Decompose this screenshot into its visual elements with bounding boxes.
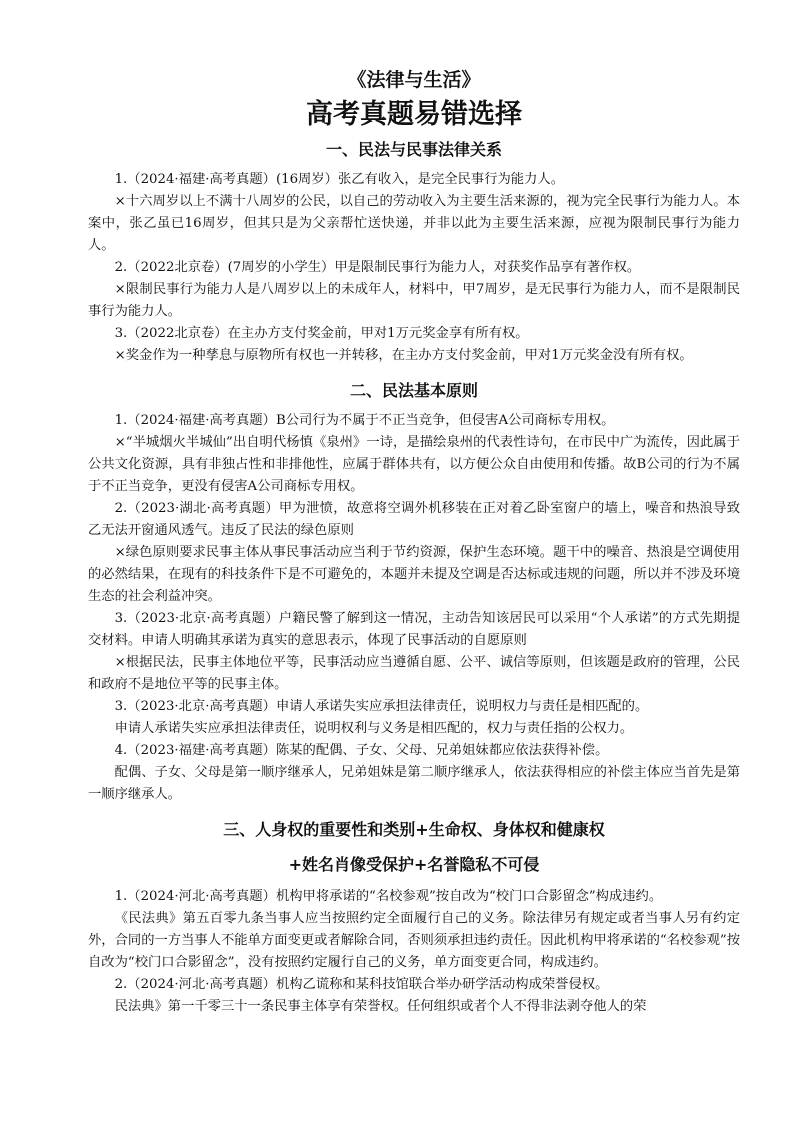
question-paragraph: 4.（2023·福建·高考真题）陈某的配偶、子女、父母、兄弟姐妹都应依法获得补偿。	[114, 743, 609, 758]
section-2	[88, 377, 740, 806]
question-paragraph: 3.（2022北京卷）在主办方支付奖金前，甲对1万元奖金享有所有权。	[114, 326, 529, 341]
explanation-paragraph: 申请人承诺失实应承担法律责任，说明权利与义务是相匹配的，权力与责任指的公权力。	[114, 721, 634, 736]
question-paragraph: 1.（2024·福建·高考真题）(16周岁）张乙有收入，是完全民事行为能力人。	[114, 172, 564, 187]
explanation-paragraph: 《民法典》第五百零九条当事人应当按照约定全面履行自己的义务。除法律另有规定或者当事人另有约定外，合同的一方当事人不能单方面变更或者解除合同，否则须承担违约责任。因此机构甲将承诺的“名校参观”按自改为“校门口合影留念”，没有按照约定履行自己的义务，单方面变更合同，构成违约。	[88, 911, 740, 970]
question-paragraph: 2.（2022北京卷）(7周岁的小学生）甲是限制民事行为能力人，对获奖作品享有著作权。	[114, 260, 641, 275]
explanation-paragraph: ×十六周岁以上不满十八周岁的公民，以自己的劳动收入为主要生活来源的，视为完全民事行为能力人。本案中，张乙虽已16周岁，但其只是为父亲帮忙送快递，并非以此为主要生活来源，应视为限制民事行为能力人。	[88, 194, 740, 253]
question-paragraph: 2.（2023·湖北·高考真题）甲为泄愤，故意将空调外机移装在正对着乙卧室窗户的墙上，噪音和热浪导致乙无法开窗通风透气。违反了民法的绿色原则	[88, 501, 740, 538]
explanation-paragraph: ×奖金作为一种孳息与原物所有权也一并转移，在主办方支付奖金前，甲对1万元奖金没有所有权。	[114, 348, 693, 363]
question-paragraph: 3.（2023·北京·高考真题）申请人承诺失实应承担法律责任，说明权力与责任是相匹配的。	[114, 699, 649, 714]
section-title: 三、人身权的重要性和类别+生命权、身体权和健康权	[223, 820, 605, 839]
main-title: 高考真题易错选择	[306, 99, 522, 130]
section-title: 二、民法基本原则	[349, 381, 478, 400]
explanation-paragraph: ×根据民法，民事主体地位平等，民事活动应当遵循自愿、公平、诚信等原则，但该题是政府的管理，公民和政府不是地位平等的民事主体。	[88, 655, 740, 692]
explanation-paragraph: 民法典》第一千零三十一条民事主体享有荣誉权。任何组织或者个人不得非法剥夺他人的荣	[114, 999, 647, 1014]
section-title: 一、民法与民事法律关系	[325, 140, 502, 159]
explanation-paragraph: ×“半城烟火半城仙”出自明代杨慎《泉州》一诗，是描绘泉州的代表性诗句，在市民中广为流传，因此属于公共文化资源，具有非独占性和非排他性，应属于群体共有，以方便公众自由使用和传播。故B公司的行为不属于不正当竞争，更没有侵害A公司商标专用权。	[88, 435, 740, 494]
explanation-paragraph: ×绿色原则要求民事主体从事民事活动应当利于节约资源，保护生态环境。题干中的噪音、热浪是空调使用的必然结果，在现有的科技条件下是不可避免的，本题并未提及空调是否达标或违规的问题，所以并不涉及环境生态的社会利益冲突。	[88, 545, 740, 604]
document-page	[88, 66, 740, 1018]
question-paragraph: 3.（2023·北京·高考真题）户籍民警了解到这一情况，主动告知该居民可以采用“个人承诺”的方式先期提交材料。申请人明确其承诺为真实的意思表示，体现了民事活动的自愿原则	[88, 611, 740, 648]
question-paragraph: 2.（2024·河北·高考真题）机构乙谎称和某科技馆联合举办研学活动构成荣誉侵权。	[114, 977, 609, 992]
section-subtitle: +姓名肖像受保护+名誉隐私不可侵	[288, 855, 540, 874]
question-paragraph: 1.（2024·河北·高考真题）机构甲将承诺的“名校参观”按自改为“校门口合影留念”构成违约。	[114, 889, 663, 904]
section-3	[88, 816, 740, 1018]
explanation-paragraph: 配偶、子女、父母是第一顺序继承人，兄弟姐妹是第二顺序继承人，依法获得相应的补偿主体应当首先是第一顺序继承人。	[88, 765, 740, 802]
document-title: 《法律与生活》	[347, 69, 481, 91]
question-paragraph: 1.（2024·福建·高考真题）B公司行为不属于不正当竞争，但侵害A公司商标专用权。	[114, 413, 615, 428]
explanation-paragraph: ×限制民事行为能力人是八周岁以上的未成年人，材料中，甲7周岁，是无民事行为能力人，而不是限制民事行为能力人。	[88, 282, 740, 319]
section-1	[88, 136, 740, 367]
